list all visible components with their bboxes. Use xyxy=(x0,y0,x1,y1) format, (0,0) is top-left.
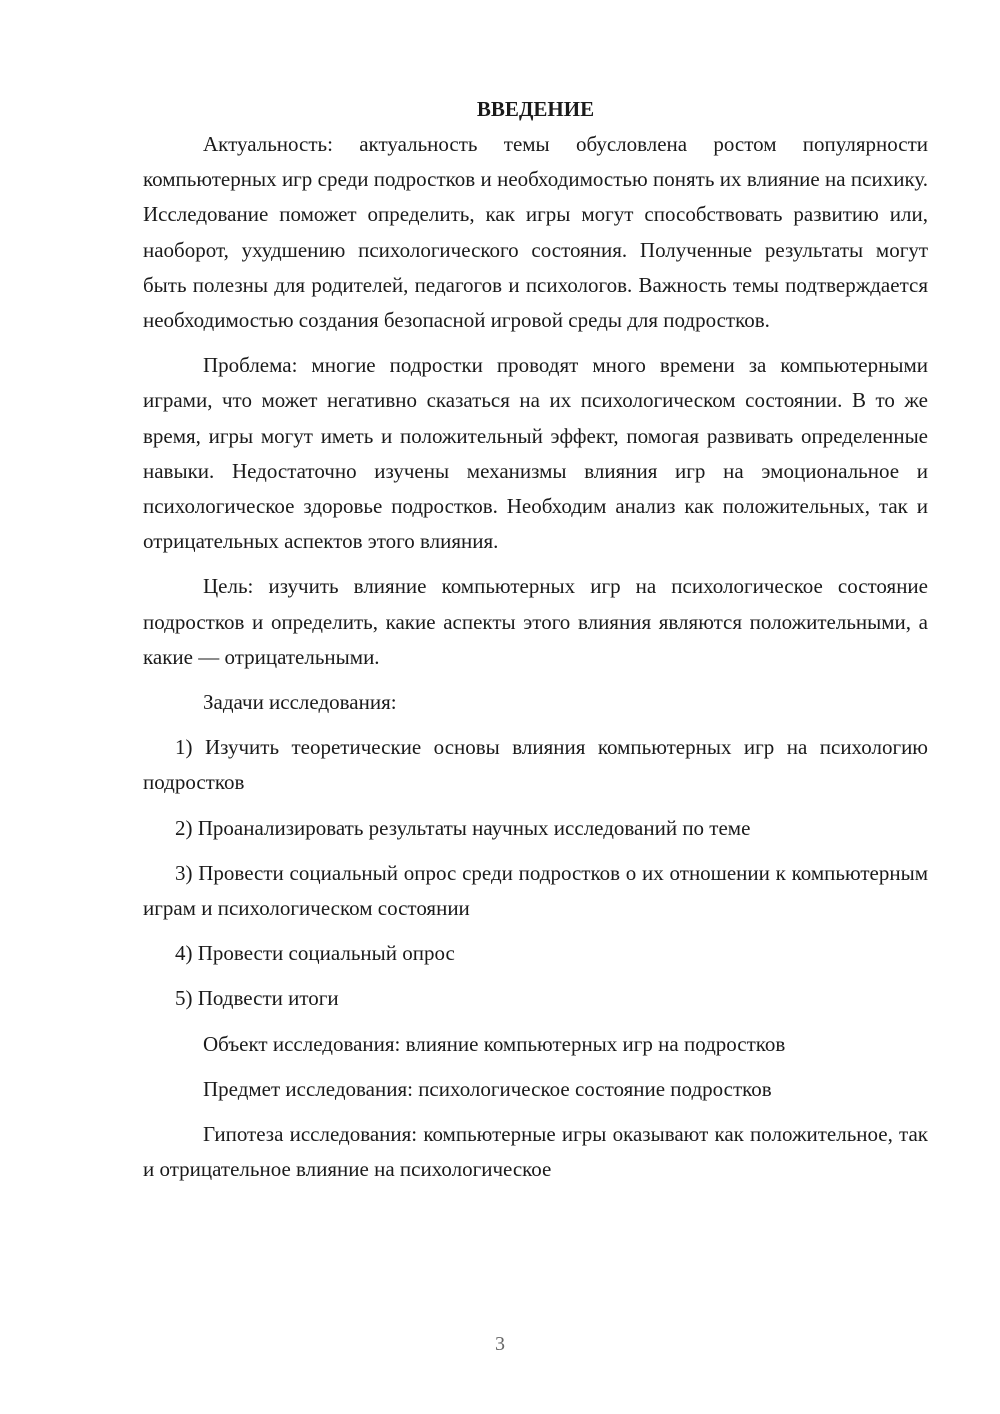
task-item: 3) Провести социальный опрос среди подростков о их отношении к компьютерным играм и психологическом состоянии xyxy=(143,860,928,921)
relevance-paragraph: Актуальность: актуальность темы обусловлена ростом популярности компьютерных игр среди подростков и необходимостью понять их влияние на психику. Исследование поможет определить, как игры могут способствовать развитию или, наоборот, ухудшению психологического состояния. Полученные результаты могут быть полезны для родителей, педагогов и психологов. Важность темы подтверждается необходимостью создания безопасной игровой среды для подростков. xyxy=(143,132,928,333)
problem-paragraph: Проблема: многие подростки проводят много времени за компьютерными играми, что может негативно сказаться на их психологическом состоянии. В то же время, игры могут иметь и положительный эффект, помогая развивать определенные навыки. Недостаточно изучены механизмы влияния игр на эмоциональное и психологическое здоровье подростков. Необходим анализ как положительных, так и отрицательных аспектов этого влияния. xyxy=(143,353,928,554)
task-item: 4) Провести социальный опрос xyxy=(175,941,455,966)
subject-paragraph: Предмет исследования: психологическое состояние подростков xyxy=(203,1076,772,1101)
page-title: ВВЕДЕНИЕ xyxy=(476,97,595,121)
document-page xyxy=(143,92,928,1187)
tasks-heading: Задачи исследования: xyxy=(203,690,397,715)
object-paragraph: Объект исследования: влияние компьютерных игр на подростков xyxy=(203,1031,786,1056)
task-item: 1) Изучить теоретические основы влияния компьютерных игр на психологию подростков xyxy=(143,735,928,795)
task-item: 2) Проанализировать результаты научных исследований по теме xyxy=(175,815,751,840)
page-number: 3 xyxy=(495,1333,505,1355)
goal-paragraph: Цель: изучить влияние компьютерных игр на психологическое состояние подростков и определить, какие аспекты этого влияния являются положительными, а какие — отрицательными. xyxy=(143,574,928,669)
task-item: 5) Подвести итоги xyxy=(175,986,339,1011)
hypothesis-paragraph: Гипотеза исследования: компьютерные игры оказывают как положительное, так и отрицательное влияние на психологическое xyxy=(143,1122,928,1182)
